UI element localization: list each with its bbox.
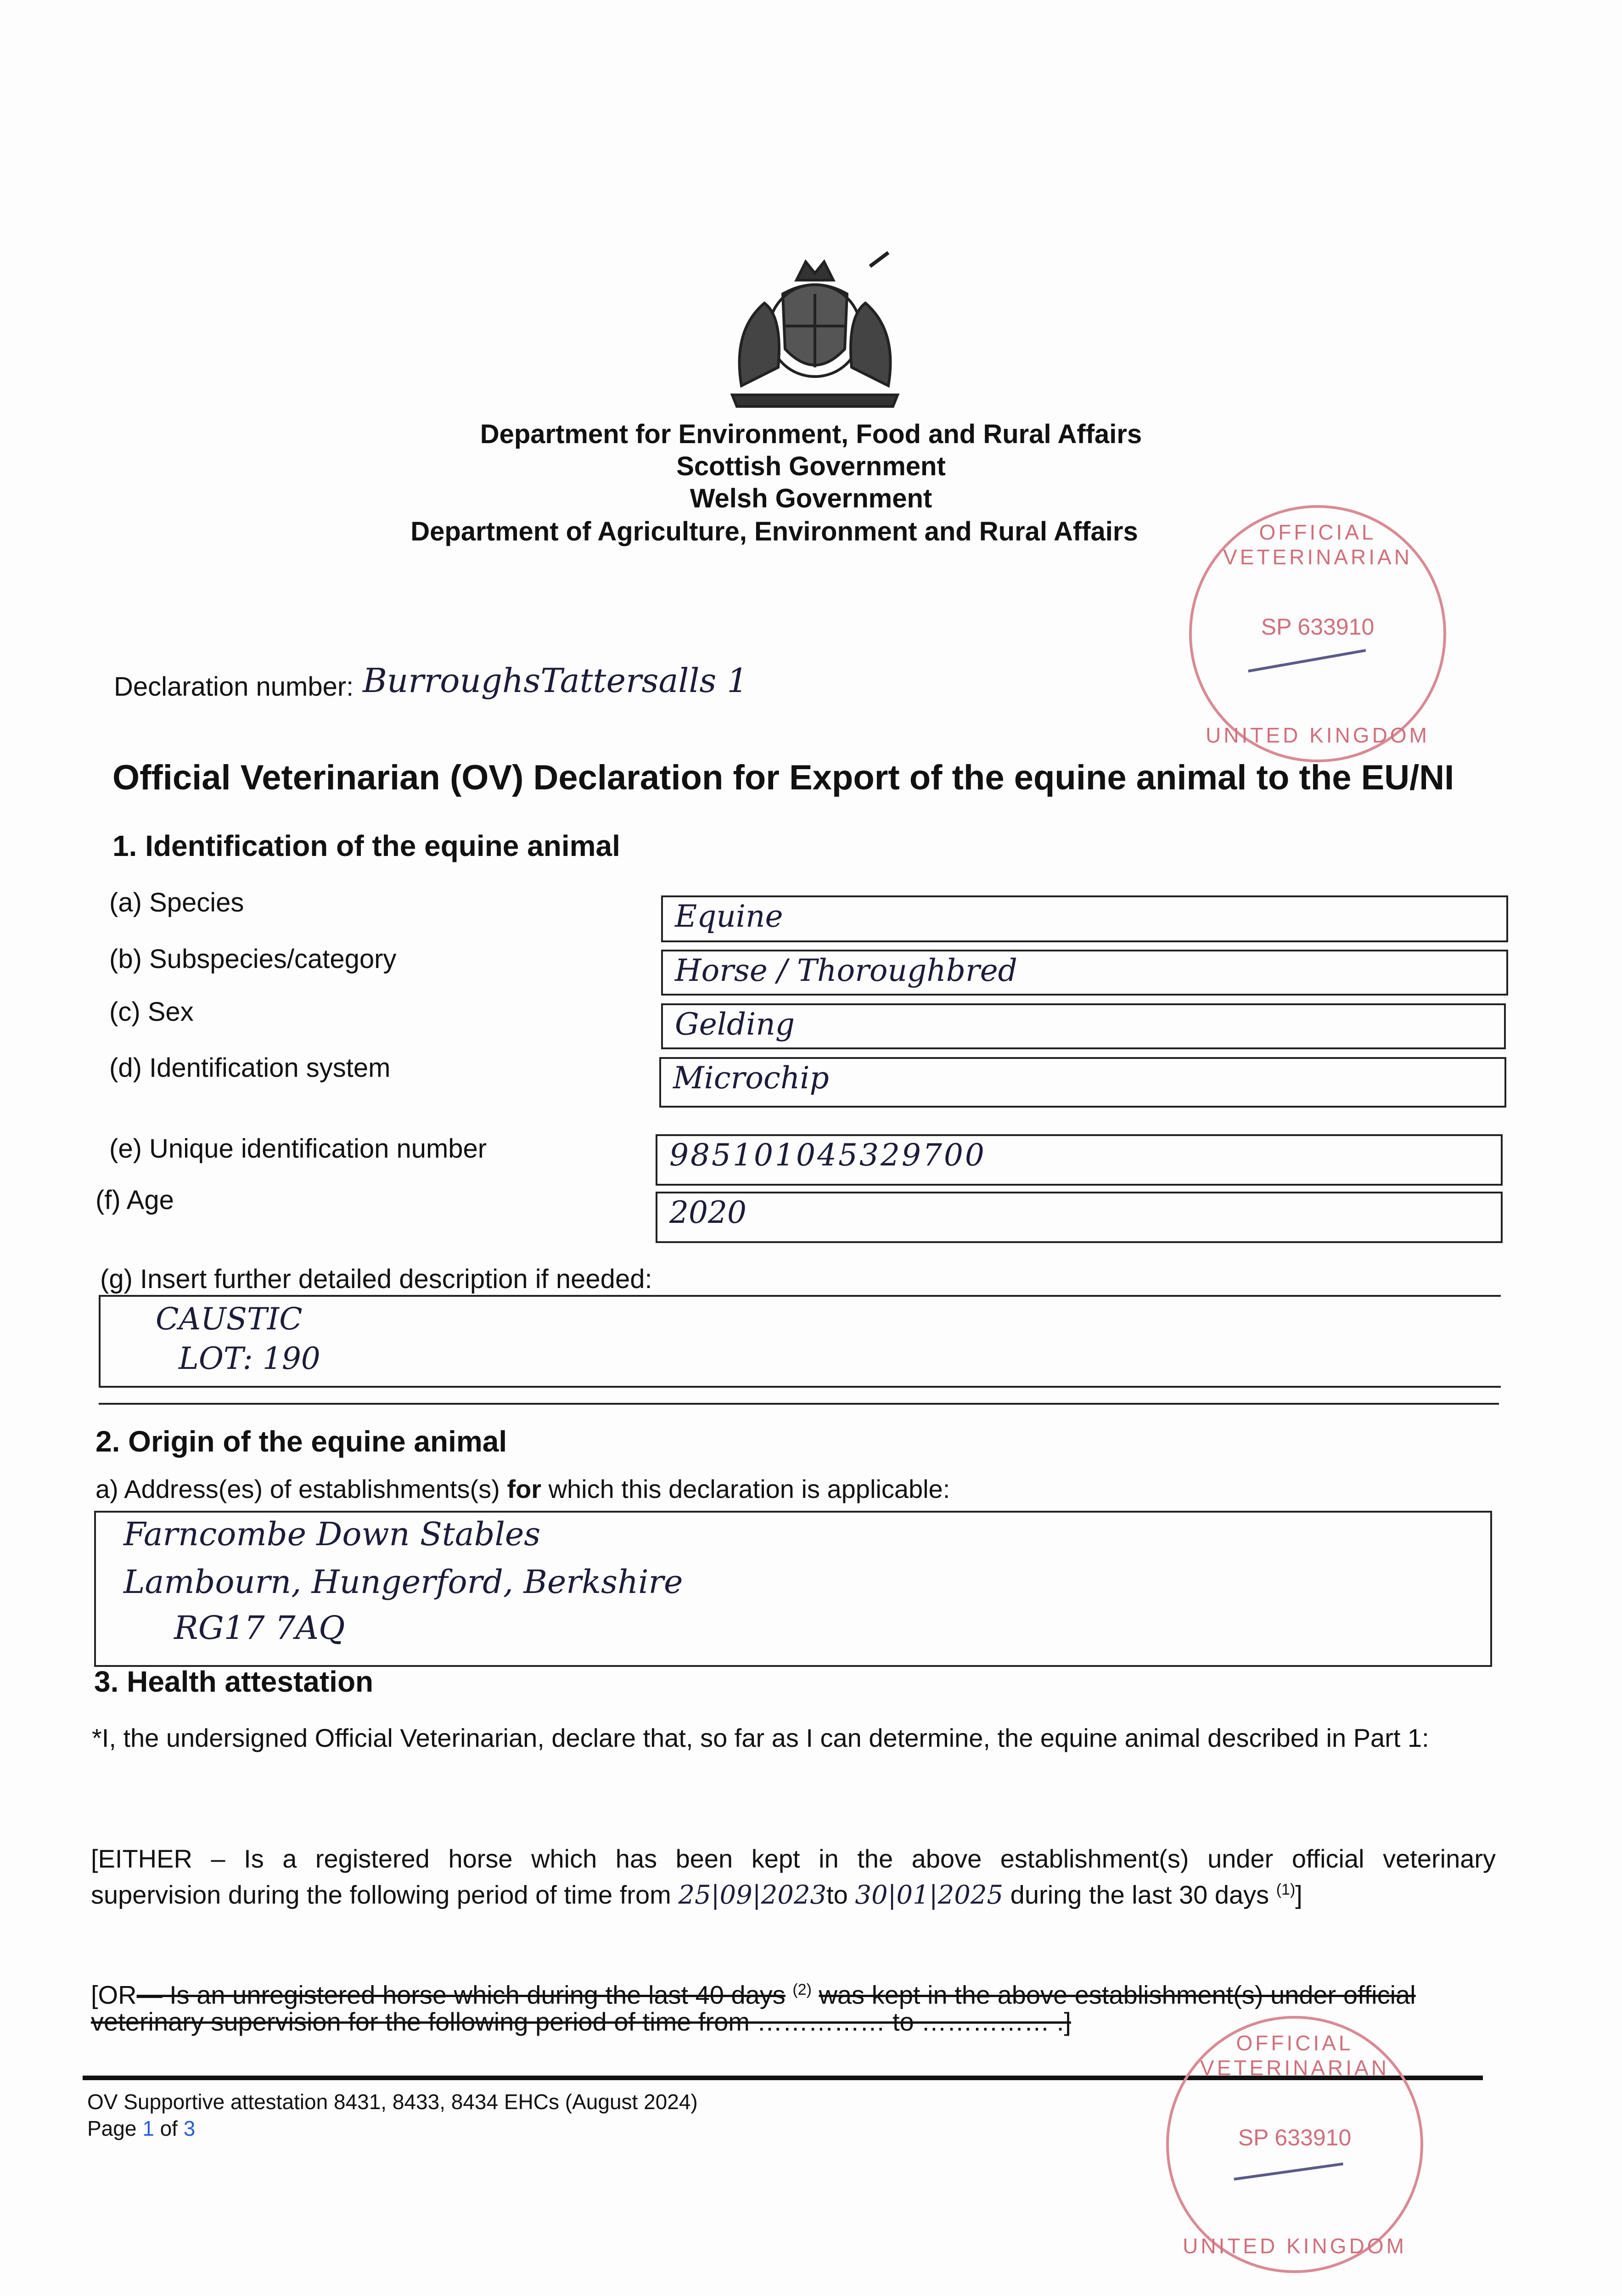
section1-heading: 1. Identification of the equine animal bbox=[112, 829, 620, 862]
royal-coat-of-arms-icon bbox=[714, 248, 916, 413]
further-description-box bbox=[99, 1295, 1501, 1388]
subspecies-value: Horse / Thoroughbred bbox=[675, 953, 1017, 988]
stamp-text-bottom: UNITED KINGDOM bbox=[1206, 723, 1430, 747]
address-line3: RG17 7AQ bbox=[174, 1609, 345, 1647]
or-footnote-ref: (2) bbox=[792, 1981, 812, 1998]
declaration-label: Declaration number: bbox=[114, 672, 354, 702]
either-to-date: 30|01|2025 bbox=[855, 1880, 1004, 1910]
or-prefix: [OR bbox=[91, 1980, 137, 2009]
address-label-pre: a) Address(es) of establishments(s) bbox=[95, 1474, 500, 1503]
dept-welsh: Welsh Government bbox=[690, 484, 932, 513]
address-line2: Lambourn, Hungerford, Berkshire bbox=[123, 1563, 683, 1601]
either-line2-post: during the last 30 days bbox=[1010, 1880, 1269, 1909]
id-system-value: Microchip bbox=[673, 1060, 829, 1096]
address-line1: Farncombe Down Stables bbox=[123, 1515, 541, 1553]
footer-page-mid: of bbox=[160, 2116, 178, 2140]
uid-label: (e) Unique identification number bbox=[109, 1134, 487, 1164]
section2-heading: 2. Origin of the equine animal bbox=[95, 1425, 507, 1458]
further-line1: CAUSTIC bbox=[156, 1301, 303, 1337]
either-close: ] bbox=[1295, 1880, 1302, 1909]
or-struck-1: — Is an unregistered horse which during the last 40 days bbox=[136, 1980, 786, 2009]
address-label bbox=[95, 1474, 950, 1504]
stamp-footer-signature bbox=[1233, 2158, 1343, 2180]
section-divider bbox=[99, 1403, 1499, 1405]
footer-page-total: 3 bbox=[183, 2116, 196, 2140]
uid-value: 985101045329700 bbox=[669, 1137, 986, 1173]
footer-line1: OV Supportive attestation 8431, 8433, 8434 EHCs (August 2024) bbox=[87, 2090, 698, 2114]
species-value: Equine bbox=[675, 899, 783, 934]
age-field bbox=[656, 1192, 1503, 1243]
either-line2 bbox=[91, 1874, 1496, 1911]
further-line2: LOT: 190 bbox=[179, 1341, 320, 1376]
species-label: (a) Species bbox=[109, 888, 244, 917]
or-line1 bbox=[91, 1975, 1505, 2010]
dept-scottish: Scottish Government bbox=[676, 451, 946, 481]
address-label-bold: for bbox=[507, 1474, 541, 1503]
address-label-post: which this declaration is applicable: bbox=[548, 1474, 950, 1503]
section3-heading: 3. Health attestation bbox=[94, 1665, 374, 1698]
dept-defra: Department for Environment, Food and Rural Affairs bbox=[480, 419, 1142, 449]
stamp-text-top: OFFICIAL VETERINARIAN bbox=[1223, 520, 1412, 569]
stamp-number: SP 633910 bbox=[1261, 614, 1375, 640]
page-title: Official Veterinarian (OV) Declaration for Export of the equine animal to the EU/NI bbox=[112, 758, 1454, 797]
footer-page-num: 1 bbox=[142, 2116, 154, 2140]
uid-field bbox=[656, 1134, 1503, 1186]
subspecies-field bbox=[661, 950, 1508, 996]
further-description-label: (g) Insert further detailed description if needed: bbox=[100, 1264, 652, 1294]
age-value: 2020 bbox=[669, 1195, 746, 1230]
stamp-footer-text-bottom: UNITED KINGDOM bbox=[1183, 2234, 1407, 2258]
sex-field bbox=[661, 1003, 1506, 1049]
address-box bbox=[94, 1511, 1492, 1667]
footer-page-pre: Page bbox=[87, 2116, 137, 2140]
stamp-footer-number: SP 633910 bbox=[1238, 2125, 1352, 2150]
either-line1: [EITHER – Is a registered horse which has been kept in the above establishment(s) under official veterinary bbox=[91, 1844, 1496, 1873]
health-intro: *I, the undersigned Official Veterinarian, declare that, so far as I can determine, the equine animal described in Part 1: bbox=[92, 1723, 1429, 1752]
id-system-field bbox=[659, 1057, 1506, 1108]
either-footnote-ref: (1) bbox=[1276, 1881, 1296, 1898]
declaration-value: BurroughsTattersalls 1 bbox=[363, 661, 748, 700]
official-veterinarian-stamp bbox=[1189, 505, 1446, 762]
age-label: (f) Age bbox=[95, 1185, 174, 1215]
either-line2-pre: supervision during the following period of time from bbox=[91, 1880, 671, 1909]
subspecies-label: (b) Subspecies/category bbox=[109, 944, 397, 974]
or-struck-2: was kept in the above establishment(s) under official bbox=[819, 1980, 1416, 2009]
footer-page bbox=[87, 2116, 195, 2141]
either-from-date: 25|09|2023 bbox=[678, 1880, 827, 1910]
sex-value: Gelding bbox=[675, 1007, 795, 1042]
stamp-signature bbox=[1247, 645, 1366, 673]
official-veterinarian-stamp-footer bbox=[1166, 2016, 1423, 2273]
id-system-label: (d) Identification system bbox=[109, 1053, 391, 1083]
stamp-footer-text-top: OFFICIAL VETERINARIAN bbox=[1200, 2031, 1389, 2080]
or-line2: veterinary supervision for the following period of time from …………… to …………… .] bbox=[91, 2007, 1071, 2036]
dept-daera: Department of Agriculture, Environment and Rural Affairs bbox=[410, 517, 1138, 546]
species-field bbox=[661, 895, 1508, 942]
sex-label: (c) Sex bbox=[109, 997, 194, 1027]
either-to-word: to bbox=[826, 1880, 848, 1909]
